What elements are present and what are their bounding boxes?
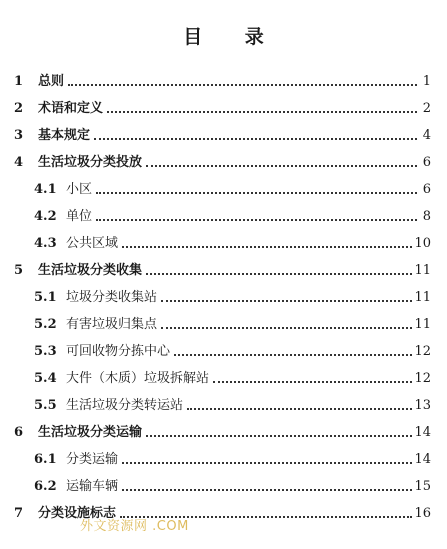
toc-page-number: 13 xyxy=(414,398,431,413)
dot-leader xyxy=(187,407,412,410)
toc-page-number: 11 xyxy=(414,263,431,278)
dot-leader xyxy=(161,299,412,302)
toc-entry-7[interactable] xyxy=(14,502,431,522)
toc-label: 垃圾分类收集站 xyxy=(66,290,158,305)
toc-label: 可回收物分拣中心 xyxy=(66,344,171,359)
toc-number: 3 xyxy=(14,128,24,143)
dot-leader xyxy=(122,245,412,248)
toc-label: 小区 xyxy=(66,182,93,197)
toc-entry-3[interactable] xyxy=(14,124,431,144)
dot-leader xyxy=(107,110,417,113)
toc-number: 6.1 xyxy=(34,452,57,467)
toc-page-number: 10 xyxy=(414,236,431,251)
toc-label: 大件（木质）垃圾拆解站 xyxy=(66,371,210,386)
toc-number: 5.2 xyxy=(34,317,57,332)
toc-number: 1 xyxy=(14,74,24,89)
toc-entry-4-1[interactable] xyxy=(34,178,431,198)
toc-label: 运输车辆 xyxy=(66,479,119,494)
toc-entry-4-3[interactable] xyxy=(34,232,431,252)
toc-page-number: 16 xyxy=(414,506,431,521)
dot-leader xyxy=(174,353,412,356)
toc-number: 2 xyxy=(14,101,24,116)
dot-leader xyxy=(68,83,417,86)
toc-number: 4 xyxy=(14,155,24,170)
dot-leader xyxy=(96,218,417,221)
toc-entry-4-2[interactable] xyxy=(34,205,431,225)
toc-label: 单位 xyxy=(66,209,93,224)
toc-entry-1[interactable] xyxy=(14,70,431,90)
toc-entry-5-2[interactable] xyxy=(34,313,431,333)
toc-page-number: 6 xyxy=(422,182,431,197)
toc-label: 分类设施标志 xyxy=(38,506,117,521)
toc-page-number: 12 xyxy=(414,344,431,359)
toc-page-number: 6 xyxy=(422,155,431,170)
dot-leader xyxy=(122,461,412,464)
dot-leader xyxy=(122,488,412,491)
toc-entry-2[interactable] xyxy=(14,97,431,117)
toc-label: 生活垃圾分类转运站 xyxy=(66,398,184,413)
toc-number: 4.2 xyxy=(34,209,57,224)
toc-label: 术语和定义 xyxy=(38,101,104,116)
page-title: 目 录 xyxy=(183,26,282,48)
toc-label: 总则 xyxy=(38,74,65,89)
toc-entry-6-2[interactable] xyxy=(34,475,431,495)
toc-page-number: 2 xyxy=(422,101,431,116)
toc-number: 5.1 xyxy=(34,290,57,305)
dot-leader xyxy=(146,434,412,437)
toc-number: 5.3 xyxy=(34,344,57,359)
toc-page-number: 15 xyxy=(414,479,431,494)
toc-page-number: 14 xyxy=(414,452,431,467)
dot-leader xyxy=(94,137,417,140)
toc-number: 6 xyxy=(14,425,24,440)
toc-label: 生活垃圾分类运输 xyxy=(38,425,143,440)
toc-label: 分类运输 xyxy=(66,452,119,467)
toc-page-number: 12 xyxy=(414,371,431,386)
toc-entry-4[interactable] xyxy=(14,151,431,171)
toc-number: 4.1 xyxy=(34,182,57,197)
toc-entry-5-1[interactable] xyxy=(34,286,431,306)
dot-leader xyxy=(161,326,412,329)
toc-number: 5.4 xyxy=(34,371,57,386)
toc-entry-6-1[interactable] xyxy=(34,448,431,468)
dot-leader xyxy=(146,164,417,167)
dot-leader xyxy=(96,191,417,194)
toc-page-number: 11 xyxy=(414,317,431,332)
toc-entry-5-3[interactable] xyxy=(34,340,431,360)
toc-entry-5[interactable] xyxy=(14,259,431,279)
dot-leader xyxy=(146,272,412,275)
toc-label: 有害垃圾归集点 xyxy=(66,317,158,332)
toc-entry-6[interactable] xyxy=(14,421,431,441)
toc-number: 7 xyxy=(14,506,24,521)
toc-label: 生活垃圾分类投放 xyxy=(38,155,143,170)
dot-leader xyxy=(213,380,412,383)
toc-page-number: 4 xyxy=(422,128,431,143)
watermark: 外文资源网 .COM xyxy=(80,519,189,534)
toc-page-number: 14 xyxy=(414,425,431,440)
toc-number: 6.2 xyxy=(34,479,57,494)
toc-page-number: 8 xyxy=(422,209,431,224)
toc-page-number: 1 xyxy=(422,74,431,89)
toc-number: 5.5 xyxy=(34,398,57,413)
toc-label: 基本规定 xyxy=(38,128,91,143)
toc-entry-5-5[interactable] xyxy=(34,394,431,414)
toc-entry-5-4[interactable] xyxy=(34,367,431,387)
toc-label: 公共区域 xyxy=(66,236,119,251)
toc-label: 生活垃圾分类收集 xyxy=(38,263,143,278)
toc-page-number: 11 xyxy=(414,290,431,305)
toc-number: 5 xyxy=(14,263,24,278)
toc-number: 4.3 xyxy=(34,236,57,251)
